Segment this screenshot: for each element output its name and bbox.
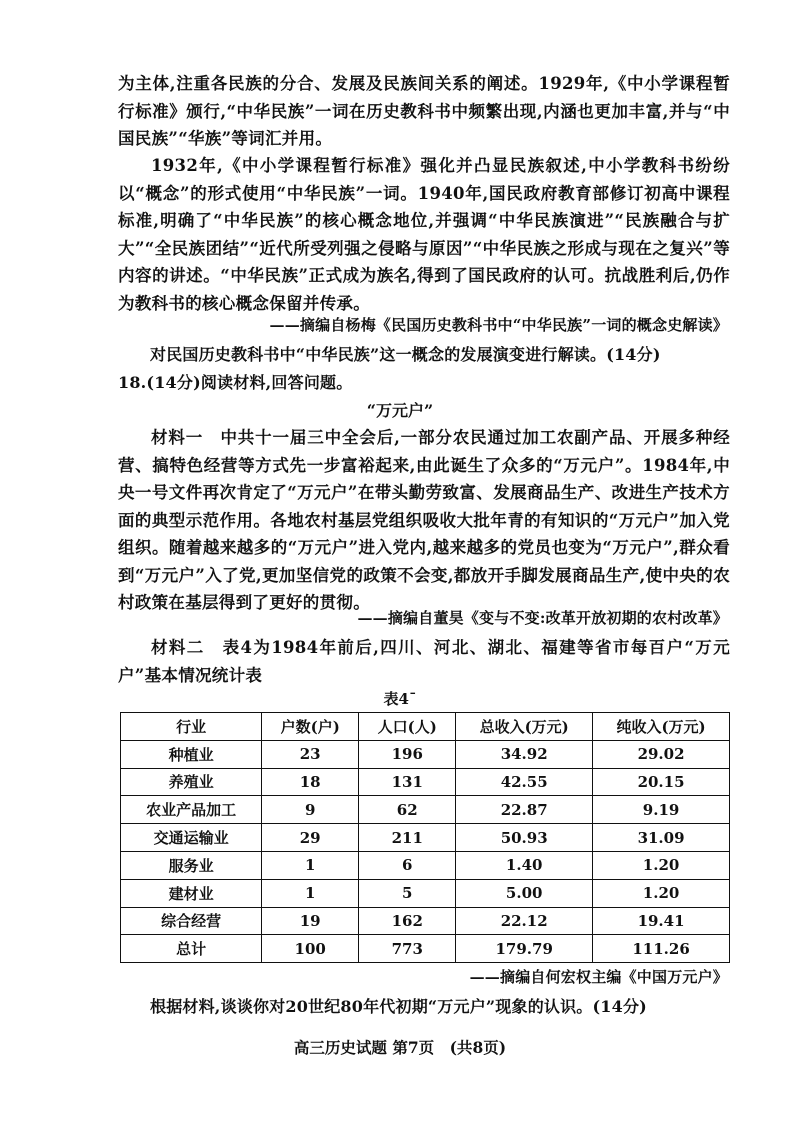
- cell-net-income: 1.20: [593, 851, 730, 879]
- header-total-income: 总收入(万元): [456, 713, 593, 741]
- cell-population: 131: [359, 768, 456, 796]
- cell-households: 18: [262, 768, 359, 796]
- page-footer: 高三历史试题 第7页 (共8页): [293, 1038, 507, 1057]
- cell-net-income: 29.02: [593, 740, 730, 768]
- source-citation-3: ——摘编自何宏权主编《中国万元户》: [469, 968, 728, 986]
- cell-population: 62: [359, 796, 456, 824]
- cell-population: 5: [359, 879, 456, 907]
- cell-population: 162: [359, 907, 456, 935]
- cell-households: 9: [262, 796, 359, 824]
- cell-households: 100: [262, 935, 359, 963]
- source-citation-2: ——摘编自董昊《变与不变:改革开放初期的农村改革》: [357, 609, 728, 627]
- cell-industry: 建材业: [121, 879, 262, 907]
- cell-total-income: 5.00: [456, 879, 593, 907]
- table-total-row: [121, 935, 730, 963]
- cell-households: 19: [262, 907, 359, 935]
- cell-total-income: 50.93: [456, 824, 593, 852]
- cell-population: 196: [359, 740, 456, 768]
- cell-net-income: 1.20: [593, 879, 730, 907]
- material-two: 材料二 表4为1984年前后,四川、河北、湖北、福建等省市每百户“万元户”基本情况统计表: [118, 638, 730, 685]
- header-industry: 行业: [121, 713, 262, 741]
- cell-industry: 农业产品加工: [121, 796, 262, 824]
- table-row: [121, 907, 730, 935]
- table-title: 表4ˉ: [383, 690, 417, 708]
- table-row: [121, 740, 730, 768]
- header-net-income: 纯收入(万元): [593, 713, 730, 741]
- header-population: 人口(人): [359, 713, 456, 741]
- cell-total-income: 22.12: [456, 907, 593, 935]
- cell-total-income: 22.87: [456, 796, 593, 824]
- paragraph-1: 为主体,注重各民族的分合、发展及民族间关系的阐述。1929年,《中小学课程暂行标准》颁行,“中华民族”一词在历史教科书中频繁出现,内涵也更加丰富,并与“中国民族”“华族”等词汇并用。: [118, 74, 730, 148]
- cell-total-income: 34.92: [456, 740, 593, 768]
- material-title: “万元户”: [366, 401, 434, 420]
- cell-net-income: 19.41: [593, 907, 730, 935]
- cell-industry: 综合经营: [121, 907, 262, 935]
- cell-industry: 交通运输业: [121, 824, 262, 852]
- table-row: [121, 796, 730, 824]
- table-row: [121, 824, 730, 852]
- cell-population: 211: [359, 824, 456, 852]
- material-one: 材料一 中共十一届三中全会后,一部分农民通过加工农副产品、开展多种经营、搞特色经营等方式先一步富裕起来,由此诞生了众多的“万元户”。1984年,中央一号文件再次肯定了“万元户”在带头勤劳致富、发展商品生产、改进生产技术方面的典型示范作用。各地农村基层党组织吸收大批年青的有知识的“万元户”加入党组织。随着越来越多的“万元户”进入党内,越来越多的党员也变为“万元户”,群众看到“万元户”入了党,更加坚信党的政策不会变,都放开手脚发展商品生产,使中央的农村政策在基层得到了更好的贯彻。: [118, 428, 730, 612]
- cell-households: 23: [262, 740, 359, 768]
- statistics-table: [120, 712, 730, 963]
- cell-total-income: 1.40: [456, 851, 593, 879]
- cell-industry: 养殖业: [121, 768, 262, 796]
- cell-net-income: 20.15: [593, 768, 730, 796]
- cell-population: 6: [359, 851, 456, 879]
- cell-households: 29: [262, 824, 359, 852]
- paragraph-2: 1932年,《中小学课程暂行标准》强化并凸显民族叙述,中小学教科书纷纷以“概念”的形式使用“中华民族”一词。1940年,国民政府教育部修订初高中课程标准,明确了“中华民族”的核心概念地位,并强调“中华民族演进”“民族融合与扩大”“全民族团结”“近代所受列强之侵略与原因”“中华民族之形成与现在之复兴”等内容的讲述。“中华民族”正式成为族名,得到了国民政府的认可。抗战胜利后,仍作为教科书的核心概念保留并传承。: [118, 156, 730, 313]
- table-row: [121, 879, 730, 907]
- cell-industry: 总计: [121, 935, 262, 963]
- cell-total-income: 179.79: [456, 935, 593, 963]
- source-citation-1: ——摘编自杨梅《民国历史教科书中“中华民族”一词的概念史解读》: [269, 316, 728, 334]
- cell-industry: 种植业: [121, 740, 262, 768]
- cell-total-income: 42.55: [456, 768, 593, 796]
- question-18-prompt: 根据材料,谈谈你对20世纪80年代初期“万元户”现象的认识。(14分): [150, 997, 647, 1016]
- cell-net-income: 9.19: [593, 796, 730, 824]
- question-18-header: 18.(14分)阅读材料,回答问题。: [118, 373, 353, 392]
- cell-net-income: 111.26: [593, 935, 730, 963]
- cell-population: 773: [359, 935, 456, 963]
- question-17-prompt: 对民国历史教科书中“中华民族”这一概念的发展演变进行解读。(14分): [150, 345, 661, 364]
- cell-net-income: 31.09: [593, 824, 730, 852]
- table-row: [121, 768, 730, 796]
- table-row: [121, 851, 730, 879]
- cell-industry: 服务业: [121, 851, 262, 879]
- table-header-row: [121, 713, 730, 741]
- header-households: 户数(户): [262, 713, 359, 741]
- cell-households: 1: [262, 851, 359, 879]
- cell-households: 1: [262, 879, 359, 907]
